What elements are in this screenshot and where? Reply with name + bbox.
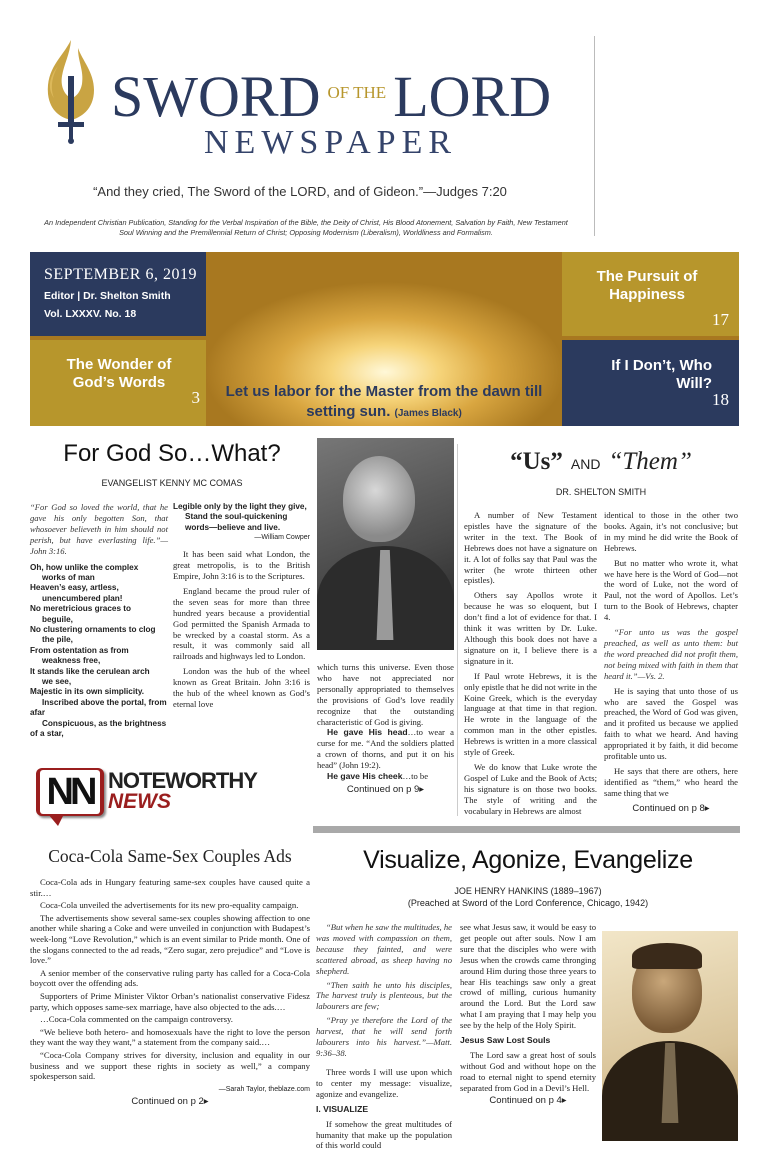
masthead-verse: “And they cried, The Sword of the LORD, and of Gideon.”—Judges 7:20 <box>93 184 507 199</box>
teaser-pursuit[interactable] <box>562 252 739 336</box>
news-title: Coca-Cola Same-Sex Couples Ads <box>48 846 292 866</box>
paragraph: Others say Apollos wrote it because he was so eloquent, but I don’t find a lot of evidence for that. I think it was written by Dr. Luke. Although this book does not have a signature on it, I believe there is a signature in it. <box>464 590 597 666</box>
article1-verse: “For God so loved the world, that he gave his only begotten Son, that whosoever believeth in him should not perish, but have everlasting life.”—John 3:16. <box>30 502 168 556</box>
masthead <box>0 0 600 250</box>
banner <box>30 252 739 426</box>
poem-line: Conspicuous, as the brightness <box>42 718 167 728</box>
editor-line: Editor | Dr. Shelton Smith <box>44 290 171 302</box>
article1-author: EVANGELIST KENNY MC COMAS <box>101 478 243 488</box>
paragraph: The advertisements show several same-sex couples showing affection to one another while sharing a Coke and were unveiled in conjunction with Budapest’s week-long “Love Revolution,” which is an event similar to Pride month. One of the slogans connected to the ad reads, “Zero sugar, zero prejudice” and “Love is love.” <box>30 912 310 966</box>
poem-line: No meretricious graces to <box>30 604 132 614</box>
poem-line: beguile, <box>42 614 73 624</box>
paragraph: England became the proud ruler of the seven seas for more than three hundred years because a providential God permitted the Spanish Armada to be wrecked by a coastal storm. As a result, it was commonly said all railroads and highways led to London. <box>173 585 310 662</box>
article2-title-us: “Us” <box>510 448 563 475</box>
paragraph: He says that there are others, here identified as “them,” who heard the same thing that we <box>604 765 738 798</box>
teaser-wonder-title: The Wonder of God’s Words <box>66 356 172 391</box>
poem-line: works of man <box>42 572 95 582</box>
paragraph: Coca-Cola ads in Hungary featuring same-sex couples have caused quite a stir.… <box>30 877 310 898</box>
article3-title: Visualize, Agonize, Evangelize <box>363 846 693 874</box>
poem-line: No clustering ornaments to clog <box>30 624 156 634</box>
paragraph: “Coca-Cola Company strives for diversity, inclusion and equality in our business and we support these rights in society as well,” a company spokesperson said. <box>30 1049 310 1082</box>
article1-poem <box>30 563 168 740</box>
paragraph: It has been said what London, the great metropolis, is to the British Empire, John 3:16 is to the Scriptures. <box>173 549 310 582</box>
article1-head-para <box>317 727 454 771</box>
poem-line: afar <box>30 708 46 718</box>
news-body <box>30 877 310 1082</box>
article3-col2a: see what Jesus saw, it would be easy to get people out after souls. Now I am sure that the disciples who were with Jesus when the crowds came thronging around Him during those three years to hear His teachings saw only a great crowd of milling, curious humanity around the Lord. But the Lord saw what I am praying that I may help you see by the help of the Holy Spirit. <box>460 922 596 1031</box>
section-divider <box>313 826 740 833</box>
noteworthy-news-logo <box>34 766 257 828</box>
article-visualize <box>316 846 740 1151</box>
article3-continued-link[interactable]: Continued on p 4▸ <box>489 1094 567 1106</box>
article3-photo <box>602 931 738 1141</box>
article3-col2b: The Lord saw a great host of souls without God and without hope on the road to eternal night to spend eternity separated from God in a Devil’s Hell. <box>460 1050 596 1093</box>
teaser-wonder-page: 3 <box>191 388 200 407</box>
poem-line: of a star, <box>30 729 64 739</box>
article1-cheek-text: …to be <box>402 771 429 782</box>
poem-line: words—believe and live. <box>185 522 281 532</box>
masthead-newspaper: NEWSPAPER <box>204 124 458 161</box>
article3-subtitle: (Preached at Sword of the Lord Conference, Chicago, 1942) <box>407 898 649 908</box>
poem-line: Heaven’s easy, artless, <box>30 583 119 593</box>
poem-line: From ostentation as from <box>30 645 129 655</box>
masthead-lord: LORD <box>393 64 552 129</box>
poem-line: weakness free, <box>42 656 101 666</box>
news-credit: —Sarah Taylor, theblaze.com <box>218 1085 310 1093</box>
article3-verse1: “But when he saw the multitudes, he was moved with compassion on them, because they fainted, and were scattered abroad, as sheep having no shepherd. <box>316 922 452 976</box>
article2-column2 <box>604 510 738 623</box>
article3-verse2: “Then saith he unto his disciples, The harvest truly is plenteous, but the labourers are few; <box>316 979 452 1012</box>
article1-head-text: …to wear a curse for me. “And the soldiers platted a crown of thorns, and put it on his head” (John 19:2). <box>317 727 454 771</box>
poem-line: Majestic in its own simplicity. <box>30 687 145 697</box>
article-for-god-so <box>30 440 454 820</box>
motto-credit: (James Black) <box>394 408 462 419</box>
article1-cheek-bold: He gave His cheek <box>327 771 403 782</box>
nn-badge-letters: NN <box>40 770 100 814</box>
date-box <box>30 252 206 336</box>
nn-badge-tail <box>48 814 64 826</box>
article2-title-and: AND <box>570 456 601 472</box>
masthead-divider <box>594 36 595 236</box>
motto <box>216 382 552 424</box>
paragraph: London was the hub of the wheel known as Great Britain. John 3:16 is the hub of the wheel known as God’s eternal love <box>173 666 310 709</box>
masthead-of-the: OF THE <box>327 83 387 102</box>
paragraph: But no matter who wrote it, what we have here is the Word of God—not the word of Luke, not the word of Paul, not the word of Apollos. Let’s turn to the Book of Hebrews, chapter 4. <box>604 557 738 623</box>
noteworthy-word: NOTEWORTHY <box>108 768 257 793</box>
issue-date: SEPTEMBER 6, 2019 <box>44 266 197 283</box>
poem-line: Inscribed above the portal, from <box>42 697 167 707</box>
article1-head-bold: He gave His head <box>327 727 408 738</box>
poem-line: Oh, how unlike the complex <box>30 562 139 572</box>
paragraph: A number of New Testament epistles have the signature of the writer in the text. The Book of Hebrews does not have a signature on it. A lot of folks say that Paul was the writer (he wrote thirteen other epistles). <box>464 510 597 586</box>
teaser-if-i-dont[interactable] <box>562 340 739 426</box>
teaser-wonder[interactable] <box>30 340 206 426</box>
article3-author: JOE HENRY HANKINS (1889–1967) <box>454 886 602 896</box>
flaming-sword-logo <box>38 36 104 146</box>
article1-cheek-para <box>317 771 454 782</box>
article1-poem-cont <box>173 502 310 533</box>
paragraph: A senior member of the conservative ruling party has called for a Coca-Cola boycott over the offending ads. <box>30 967 310 989</box>
motto-text: Let us labor for the Master from the dawn till setting sun. <box>225 383 543 420</box>
paragraph: If Paul wrote Hebrews, it is the only epistle that he did not write in the Koine Greek, which is the everyday language at that time in that region. He wrote in the language of the common man in the other epistles. Hebrews is written in a more classical style of Greek. <box>464 670 597 758</box>
paragraph: He is saying that unto those of us who are saved the Gospel was preached, the Word of God was given, and it profited us because we applied faith to what we heard. And having appropriated it by faith, it did become profitable unto us. <box>604 685 738 762</box>
article1-poem-credit: —William Cowper <box>254 534 310 542</box>
teaser-pursuit-page: 17 <box>712 310 729 329</box>
teaser-if-i-dont-title: If I Don’t, Who Will? <box>611 357 712 392</box>
poem-line: It stands like the cerulean arch <box>30 666 150 676</box>
article1-continued-link[interactable]: Continued on p 9▸ <box>346 783 425 795</box>
article2-column2b <box>604 686 738 799</box>
paragraph: We do know that Luke wrote the Gospel of Luke and the Book of Acts; his signature is on those two books. The style of writing and the vocabulary in Hebrews are almost <box>464 761 597 816</box>
article3-para2: If somehow the great multitudes of humanity that make up the population of this world could <box>316 1118 452 1151</box>
article2-continued-link[interactable]: Continued on p 8▸ <box>632 802 710 814</box>
article3-para1: Three words I will use upon which to center my message: visualize, agonize and evangelize. <box>316 1066 452 1099</box>
poem-line: unencumbered plan! <box>42 593 123 603</box>
poem-line: we see, <box>42 677 72 686</box>
paragraph: Coca-Cola unveiled the advertisements for its new pro-equality campaign. <box>40 900 299 911</box>
article1-title: For God So…What? <box>63 440 281 467</box>
news-coca-cola <box>30 846 310 1146</box>
column-rule <box>457 444 458 816</box>
article1-photo <box>317 438 454 650</box>
masthead-mission: An Independent Christian Publication, Standing for the Verbal Inspiration of the Bible, the Deity of Christ, His Blood Atonement, Salvation by Faith, New Testament Soul Winning and the Premillennial Return of Christ; Opposing Modernism (Liberalism), Worldliness and Formalism. <box>44 218 568 237</box>
paragraph: “We believe both hetero- and homosexuals have the right to love the person they want the way they want,” a statement from the company said.… <box>30 1026 310 1048</box>
teaser-pursuit-title: The Pursuit of Happiness <box>596 268 698 303</box>
article2-column1 <box>464 510 597 820</box>
article-us-and-them <box>462 448 740 818</box>
poem-line: Legible only by the light they give, <box>173 502 307 511</box>
article2-title-them: “Them” <box>608 448 692 475</box>
article3-heading2: Jesus Saw Lost Souls <box>460 1035 551 1046</box>
article2-author: DR. SHELTON SMITH <box>555 487 647 497</box>
news-word: NEWS <box>108 790 171 813</box>
masthead-sword: SWORD <box>111 64 321 129</box>
paragraph: Supporters of Prime Minister Viktor Orban’s nationalist conservative Fidesz party, which opposes same-sex marriage, have also objected to the ads.… <box>30 990 310 1012</box>
article2-verse: “For unto us was the gospel preached, as well as unto them: but the word preached did not profit them, not being mixed with faith in them that heard it.”—Vs. 2. <box>604 627 738 681</box>
poem-line: the pile, <box>42 635 73 645</box>
article3-verse3: “Pray ye therefore the Lord of the harvest, that he will send forth labourers into his harvest.”—Matt. 9:36–38. <box>316 1015 452 1058</box>
article1-column2 <box>173 549 310 710</box>
news-continued-link[interactable]: Continued on p 2▸ <box>131 1095 209 1107</box>
article2-title <box>462 448 740 476</box>
article3-heading1: I. VISUALIZE <box>316 1103 369 1114</box>
poem-line: Stand the soul-quickening <box>185 512 288 522</box>
paragraph: identical to those in the other two books. Again, it’s not conclusive; but in my mind he did write the Book of Hebrews. <box>604 510 738 553</box>
volume-line: Vol. LXXXV. No. 18 <box>44 308 137 320</box>
teaser-if-i-dont-page: 18 <box>712 390 729 409</box>
paragraph: …Coca-Cola commented on the campaign controversy. <box>40 1014 233 1025</box>
article1-column3: which turns this universe. Even those who have not appreciated nor personally appropriated to themselves the provisions of God’s love readily recognize that the outstanding characteristic of God is giving. <box>317 662 454 727</box>
